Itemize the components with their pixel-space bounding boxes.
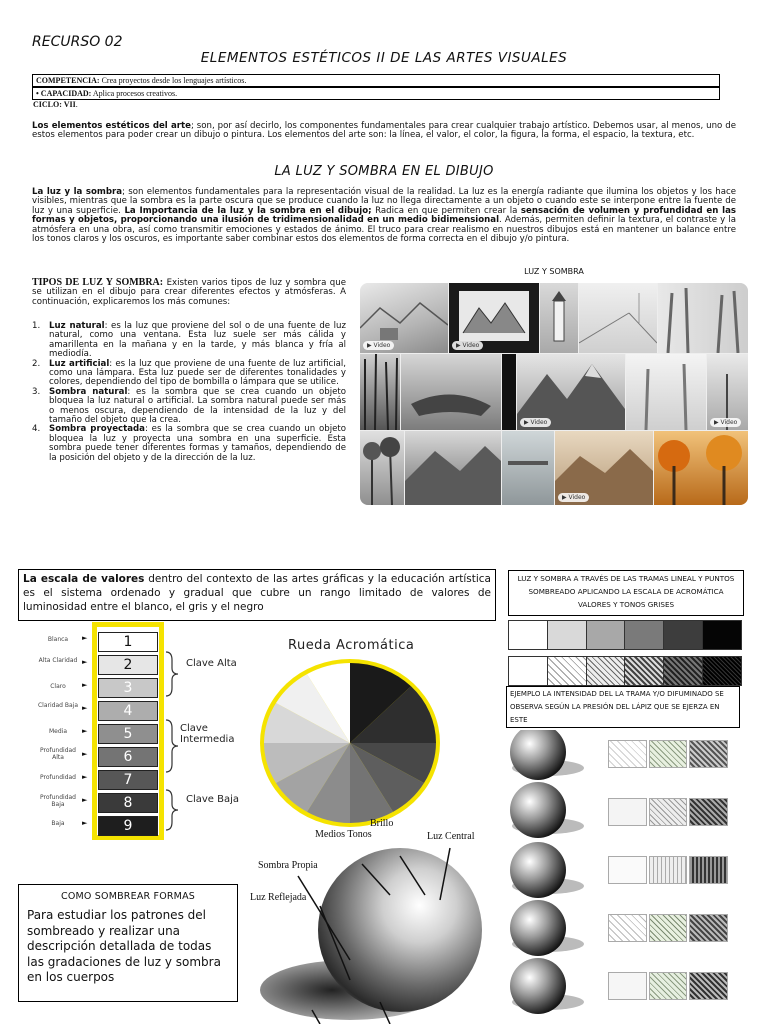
intro-bold: Los elementos estéticos del arte [32,121,191,131]
swatch-row [608,740,728,768]
video-badge: ▶ Video [558,493,589,502]
swatch [689,914,728,942]
value-cell: 5 [98,724,158,744]
pointer-arrow-icon: ► [82,773,88,781]
pointer-arrow-icon: ► [82,634,88,642]
gray-swatch [703,621,741,649]
list-term: Sombra natural [49,386,128,397]
section-title: LA LUZ Y SOMBRA EN EL DIBUJO [274,164,494,179]
clave-alta-label: Clave Alta [186,658,237,669]
luz-sombra-paragraph [32,188,736,244]
value-label: Claro [50,683,66,690]
escala-text: dentro del contexto de las artes gráficas y la educación artística es el sistema ordenado y gradual que cubre un rango limitado de valores de luminosidad entre el blanco, el gris y el negro [23,573,491,613]
value-label: Claridad Baja [37,702,78,709]
swatch [689,856,728,884]
gray-swatch [548,621,587,649]
value-cell: 1 [98,632,158,652]
label-sombra-propia: Sombra Propia [258,860,318,871]
gray-swatch [587,621,626,649]
label-brillo: Brillo [370,818,394,829]
list-text: : es la sombra que se crea cuando un objeto bloquea la luz y proyecta una sombra en una superficie. Esta sombra puede tener diferentes formas y tamaños, dependiendo de la posición del objeto y de la dirección de la luz. [49,424,347,463]
p-text-1: ; son elementos fundamentales para la representación visual de la realidad. La luz es la energía radiante que ilumina los objetos y los hace visibles, mientras que la sombra es la parte oscura que se produce cuando la luz no llega directamente a un objeto o cuando este se interpone entre la fuente de luz y una superficie. [32,187,736,216]
collage-image[interactable] [579,283,657,353]
swatch-row [608,798,728,826]
list-text: : es la luz que proviene de una fuente de luz artificial, como una lámpara. Esta luz puede ser de diferentes tonalidades y colores, dependiendo del tipo de bombilla o lámpara que se utilice. [49,358,346,388]
video-badge: ▶ Video [710,418,741,427]
list-number: 4. [32,424,41,435]
collage-image[interactable] [707,354,748,430]
value-label: Alta Claridad [38,657,78,664]
hatch-scale-strip [508,656,742,686]
gray-swatch [664,621,703,649]
ciclo-end: . [75,100,78,109]
list-item [32,425,346,463]
capacidad-row [32,87,720,100]
gray-scale-strip [508,620,742,650]
hatch-swatch [509,657,548,685]
swatch [689,740,728,768]
label-medios-tonos: Medios Tonos [315,829,372,840]
list-term: Luz artificial [49,358,110,369]
list-text: : es la sombra que se crea cuando un objeto bloquea la luz natural o artificial. La sombra natural puede ser más o menos oscura, dependiendo de la intensidad de la luz y del tamaño del objeto que la crea. [49,386,346,426]
list-item [32,322,346,360]
value-label: Profundidad [39,774,76,781]
video-badge: ▶ Video [363,341,394,350]
capacidad-text: Aplica procesos creativos. [92,89,178,98]
swatch [608,856,647,884]
value-label: Profundidad Alta [39,747,76,761]
value-cell: 2 [98,655,158,675]
collage-image[interactable] [401,354,501,430]
collage-image[interactable] [517,354,625,430]
document-title: ELEMENTOS ESTÉTICOS II DE LAS ARTES VISUALES [200,50,568,66]
intro-text: ; son, por así decirlo, los componentes fundamentales para crear cualquier trabajo artístico. Debemos usar, al menos, uno de estos elementos para poder crear un dibujo o pintura. Los elementos del arte son: la línea, el valor, el color, la figura, la forma, el espacio, la textura, etc. [32,121,736,141]
swatch [689,972,728,1000]
hatch-swatch [548,657,587,685]
ciclo-row [33,100,78,109]
value-label: Media [48,728,68,735]
list-term: Luz natural [49,321,105,331]
value-cell: 9 [98,816,158,836]
pointer-arrow-icon: ► [82,658,88,666]
p-text-3: . Además, permiten definir la textura, el contraste y la atmósfera en una obra, así como transmitir emociones y estados de ánimo. El truco para crear realismo en nuestros dibujos está en mantener un balance entre los tonos claros y los oscuros, es importante saber combinar estos dos elementos de forma correcta en el dibujo y/o pintura. [32,215,736,245]
collage-image[interactable] [626,354,706,430]
video-badge: ▶ Video [520,418,551,427]
sphere-examples [506,730,740,1024]
collage-image[interactable] [449,283,539,353]
sombrear-title: COMO SOMBREAR FORMAS [60,891,196,902]
list-number: 3. [32,386,41,397]
collage-image[interactable] [405,431,501,505]
list-term: Sombra proyectada [49,424,145,435]
list-number: 1. [32,321,41,331]
image-collage [360,283,748,505]
ejemplo-box: EJEMPLO LA INTENSIDAD DEL LA TRAMA Y/O DIFUMINADO SE OBSERVA SEGÚN LA PRESIÓN DEL LÁPIZ QUE SE EJERZA EN ESTE [506,686,740,728]
collage-image[interactable] [654,431,748,505]
gray-swatch [625,621,664,649]
clave-intermedia-label: Clave Intermedia [180,723,235,745]
swatch [608,914,647,942]
value-cell: 8 [98,793,158,813]
swatch [649,798,688,826]
sombrear-body: Para estudiar los patrones del sombreado y realizar una descripción detallada de todas las gradaciones de luz y sombra en los cuerpos [27,908,221,984]
list-text: : es la luz que proviene del sol o de una fuente de luz natural, como una ventana. Esta luz suele ser más cálida y amarillenta en la mañana y en la tarde, y más blanca y fría al mediodía. [49,321,346,360]
value-cell: 6 [98,747,158,767]
rueda-title: Rueda Acromática [288,638,415,653]
swatch [689,798,728,826]
tipos-intro [32,278,346,307]
gray-swatch [509,621,548,649]
swatch [649,972,688,1000]
tipos-heading: TIPOS DE LUZ Y SOMBRA: [32,277,164,288]
label-luz-reflejada: Luz Reflejada [250,892,307,903]
tipos-list [32,322,346,463]
resource-label: RECURSO 02 [32,34,123,50]
swatch [608,798,647,826]
collage-image[interactable] [502,354,516,430]
capacidad-label: • CAPACIDAD: [36,89,92,98]
swatch [649,914,688,942]
p-bold-3: sensación de volumen y profundidad en las formas y objetos, proporcionando una ilusión de tridimensionalidad en un medio bidimensional [32,205,736,226]
collage-title: LUZ Y SOMBRA [524,267,584,276]
collage-image[interactable] [360,283,448,353]
hatch-swatch [664,657,703,685]
tramas-box: LUZ Y SOMBRA A TRAVÉS DE LAS TRAMAS LINEAL Y PUNTOS SOMBREADO APLICANDO LA ESCALA DE ACROMÁTICA VALORES Y TONOS GRISES [508,570,744,616]
achromatic-wheel [256,656,444,830]
swatch-row [608,972,728,1000]
ciclo-label: CICLO: VII [33,100,76,109]
tipos-intro-text: Existen varios tipos de luz y sombra que se utilizan en el dibujo para crear diferentes efectos y atmósferas. A continuación, explicaremos los más comunes: [32,278,346,307]
competencia-row [32,74,720,87]
swatch-row [608,914,728,942]
clave-baja-label: Clave Baja [186,794,240,805]
collage-image[interactable] [555,431,653,505]
list-item [32,388,346,426]
escala-valores-box [18,569,496,621]
list-number: 2. [32,358,41,369]
swatch [649,740,688,768]
p-bold-2: La Importancia de la luz y la sombra en el dibujo; [124,205,372,216]
hatch-swatch [587,657,626,685]
collage-image[interactable] [360,354,400,430]
swatch [608,740,647,768]
p-bold-1: La luz y la sombra [32,187,123,197]
collage-image[interactable] [502,431,554,505]
collage-image[interactable] [360,431,404,505]
value-label: Blanca [47,636,69,643]
hatch-swatch [703,657,741,685]
value-cell: 3 [98,678,158,698]
swatch-row [608,856,728,884]
list-item [32,360,346,388]
p-text-2: Radica en que permiten crear la [371,205,521,216]
pointer-arrow-icon: ► [82,704,88,712]
value-scale [0,620,260,842]
pointer-arrow-icon: ► [82,727,88,735]
collage-image[interactable] [658,283,748,353]
pointer-arrow-icon: ► [82,681,88,689]
sphere-row [510,730,584,780]
pointer-arrow-icon: ► [82,750,88,758]
value-label: Profundidad Baja [39,794,76,808]
value-cell: 7 [98,770,158,790]
hatch-swatch [625,657,664,685]
value-label: Baja [51,820,65,827]
value-cell: 4 [98,701,158,721]
video-badge: ▶ Video [452,341,483,350]
competencia-label: COMPETENCIA: [36,76,100,85]
pointer-arrow-icon: ► [82,819,88,827]
escala-bold: La escala de valores [23,573,145,585]
pointer-arrow-icon: ► [82,796,88,804]
swatch [608,972,647,1000]
como-sombrear-box [18,884,238,1002]
intro-paragraph [32,122,736,141]
swatch [649,856,688,884]
competencia-text: Crea proyectos desde los lenguajes artísticos. [101,76,247,85]
collage-image[interactable] [540,283,578,353]
label-luz-central: Luz Central [427,831,475,842]
